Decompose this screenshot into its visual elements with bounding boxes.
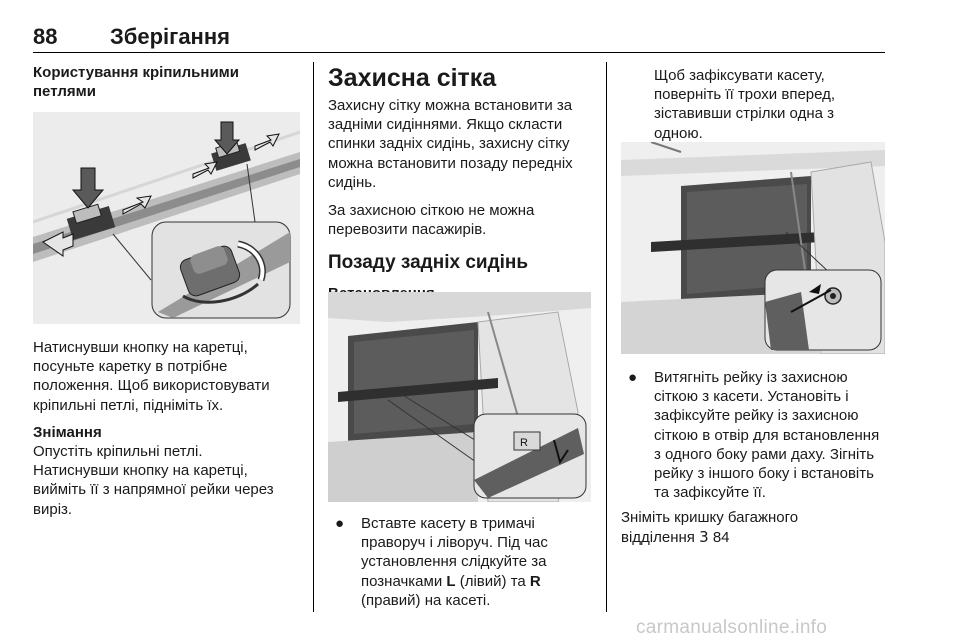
- list-item: [621, 368, 885, 502]
- marker-l: L: [446, 572, 456, 590]
- page-reference-arrow-icon: 3: [699, 527, 709, 546]
- remove-cover-instruction: [621, 508, 831, 546]
- figure-cassette-install: [328, 292, 591, 502]
- left-column: [33, 63, 303, 101]
- bullet-dot: ●: [628, 369, 638, 386]
- remove-cover-text: Зніміть кришку багажного відділення: [621, 509, 799, 546]
- page-title: Зберігання: [110, 24, 230, 49]
- bullet-text-post: (правий) на касеті.: [361, 591, 491, 609]
- rail-instruction: Витягніть рейку із захисною сіткою з касети. Установіть і зафіксуйте рейку із захисною сіткою в отвір для встановлення з одного боку рами даху. Зігніть рейку з іншого боку і встановіть та зафіксуйте її.: [654, 369, 880, 502]
- bullet-dot: ●: [335, 515, 345, 532]
- section-behind-rear-seats: Позаду задніх сидінь: [328, 252, 529, 274]
- left-column-text: [33, 338, 303, 519]
- page-reference-link[interactable]: 84: [712, 528, 730, 546]
- header-rule: [33, 52, 885, 53]
- watermark: carmanualsonline.info: [636, 617, 828, 638]
- figure-rail-carriage: [33, 112, 300, 324]
- page-number: 88: [33, 24, 58, 49]
- right-column: [621, 66, 885, 143]
- right-column-text: [621, 368, 885, 547]
- removal-step-1: Опустіть кріпильні петлі.: [33, 443, 203, 461]
- middle-column: [328, 64, 598, 304]
- middle-column-bullet: [328, 514, 598, 610]
- bullet-text-pre: Вставте касету в тримачі праворуч і ліворуч. Під час установлення слідкуйте за позначками: [361, 515, 548, 590]
- lock-instruction: Щоб зафіксувати касету, поверніть її трохи вперед, зіставивши стрілки одна з одною.: [654, 67, 836, 142]
- carriage-instruction: Натиснувши кнопку на каретці, посуньте каретку в потрібне положення. Щоб використовувати кріпильні петлі, підніміть їх.: [33, 339, 270, 414]
- marker-r: R: [529, 572, 541, 590]
- net-warning: За захисною сіткою не можна перевозити пасажирів.: [328, 202, 535, 239]
- section-heading-loops: Користування кріпильними петлями: [33, 64, 239, 101]
- bullet-text-mid: (лівий) та: [455, 572, 530, 590]
- removal-heading: Знімання: [33, 423, 102, 441]
- removal-step-2: Натиснувши кнопку на каретці, вийміть її з напрямної рейки через виріз.: [33, 462, 274, 518]
- list-item: [328, 514, 598, 610]
- cassette-marker-r: R: [520, 437, 528, 449]
- figure-roof-rail: [621, 142, 885, 354]
- section-title-net: Захисна сітка: [328, 64, 497, 92]
- net-intro: Захисну сітку можна встановити за задніми сидіннями. Якщо скласти спинки задніх сидінь, захисну сітку можна встановити позаду передніх сидінь.: [328, 97, 573, 191]
- column-divider-2: [606, 62, 607, 612]
- column-divider-1: [313, 62, 314, 612]
